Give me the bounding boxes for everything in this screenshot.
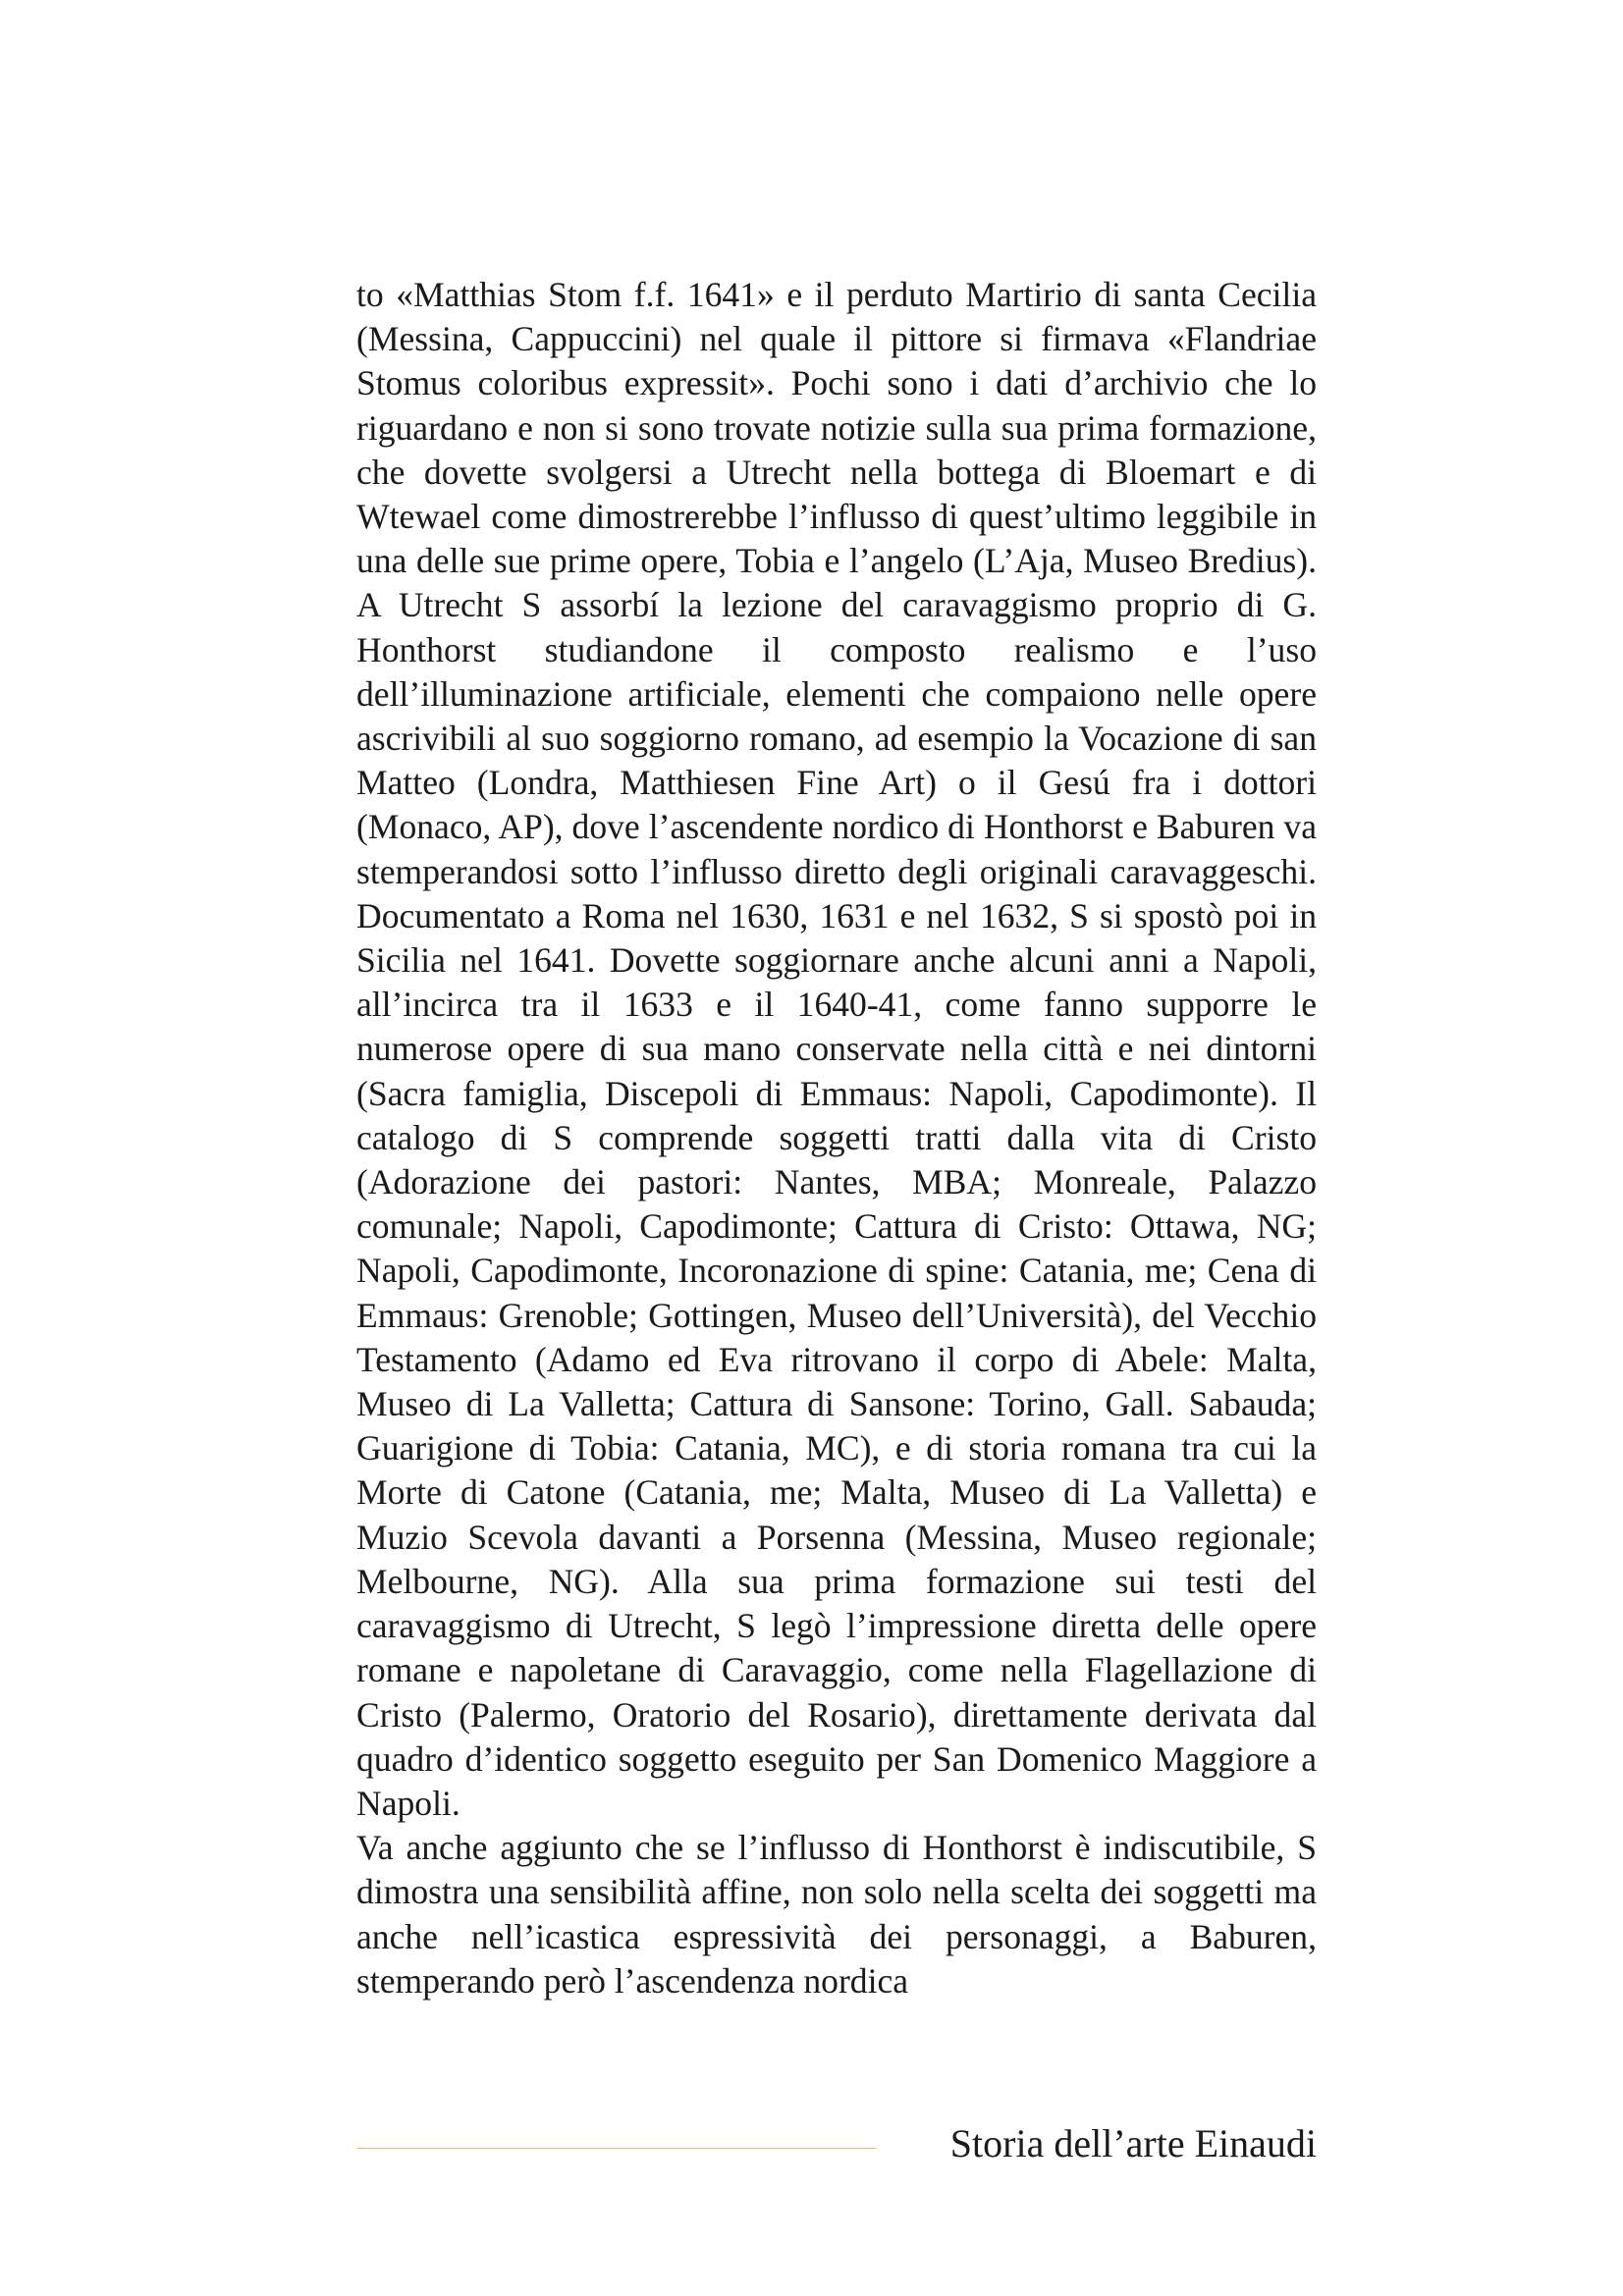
paragraph-1: to «Matthias Stom f.f. 1641» e il perduto Martirio di santa Cecilia (Messina, Cappuccini) nel quale il pittore si firmava «Flandriae Stomus coloribus expressit». Pochi sono i dati d’archivio che lo riguardano e non si sono trovate notizie sulla sua prima formazione, che dovette svolgersi a Utrecht nella bottega di Bloemart e di Wtewael come dimostrerebbe l’influsso di quest’ultimo leggibile in una delle sue prime opere, Tobia e l’angelo (L’Aja, Museo Bredius). A Utrecht S assorbí la lezione del caravaggismo proprio di G. Honthorst studiandone il composto realismo e l’uso dell’illuminazione artificiale, elementi che compaiono nelle opere ascrivibili al suo soggiorno romano, ad esempio la Vocazione di san Matteo (Londra, Matthiesen Fine Art) o il Gesú fra i dottori (Monaco, AP), dove l’ascendente nordico di Honthorst e Baburen va stemperandosi sotto l’influsso diretto degli originali caravaggeschi. Documentato a Roma nel 1630, 1631 e nel 1632, S si spostò poi in Sicilia nel 1641. Dovette soggiornare anche alcuni anni a Napoli, all’incirca tra il 1633 e il 1640-41, come fanno supporre le numerose opere di sua mano conservate nella città e nei dintorni (Sacra famiglia, Discepoli di Emmaus: Napoli, Capodimonte). Il catalogo di S comprende soggetti tratti dalla vita di Cristo (Adorazione dei pastori: Nantes, MBA; Monreale, Palazzo comunale; Napoli, Capodimonte; Cattura di Cristo: Ottawa, NG; Napoli, Capodimonte, Incoronazione di spine: Catania, me; Cena di Emmaus: Grenoble; Gottingen, Museo dell’Università), del Vecchio Testamento (Adamo ed Eva ritrovano il corpo di Abele: Malta, Museo di La Valletta; Cattura di Sansone: Torino, Gall. Sabauda; Guarigione di Tobia: Catania, MC), e di storia romana tra cui la Morte di Catone (Catania, me; Malta, Museo di La Valletta) e Muzio Scevola davanti a Porsenna (Messina, Museo regionale; Melbourne, NG). Alla sua prima formazione sui testi del caravaggismo di Utrecht, S legò l’impressione diretta delle opere romane e napoletane di Caravaggio, come nella Flagellazione di Cristo (Palermo, Oratorio del Rosario), direttamente derivata dal quadro d’identico soggetto eseguito per San Domenico Maggiore a Napoli.	[356, 275, 1317, 1823]
footer-divider	[356, 2148, 877, 2149]
paragraph-2: Va anche aggiunto che se l’influsso di Honthorst è indiscutibile, S dimostra una sensibilità affine, non solo nella scelta dei soggetti ma anche nell’icastica espressività dei personaggi, a Baburen, stemperando però l’ascendenza nordica	[356, 1828, 1317, 2001]
footer-title: Storia dell’arte Einaudi	[949, 2121, 1317, 2165]
body-text	[356, 273, 1317, 2003]
